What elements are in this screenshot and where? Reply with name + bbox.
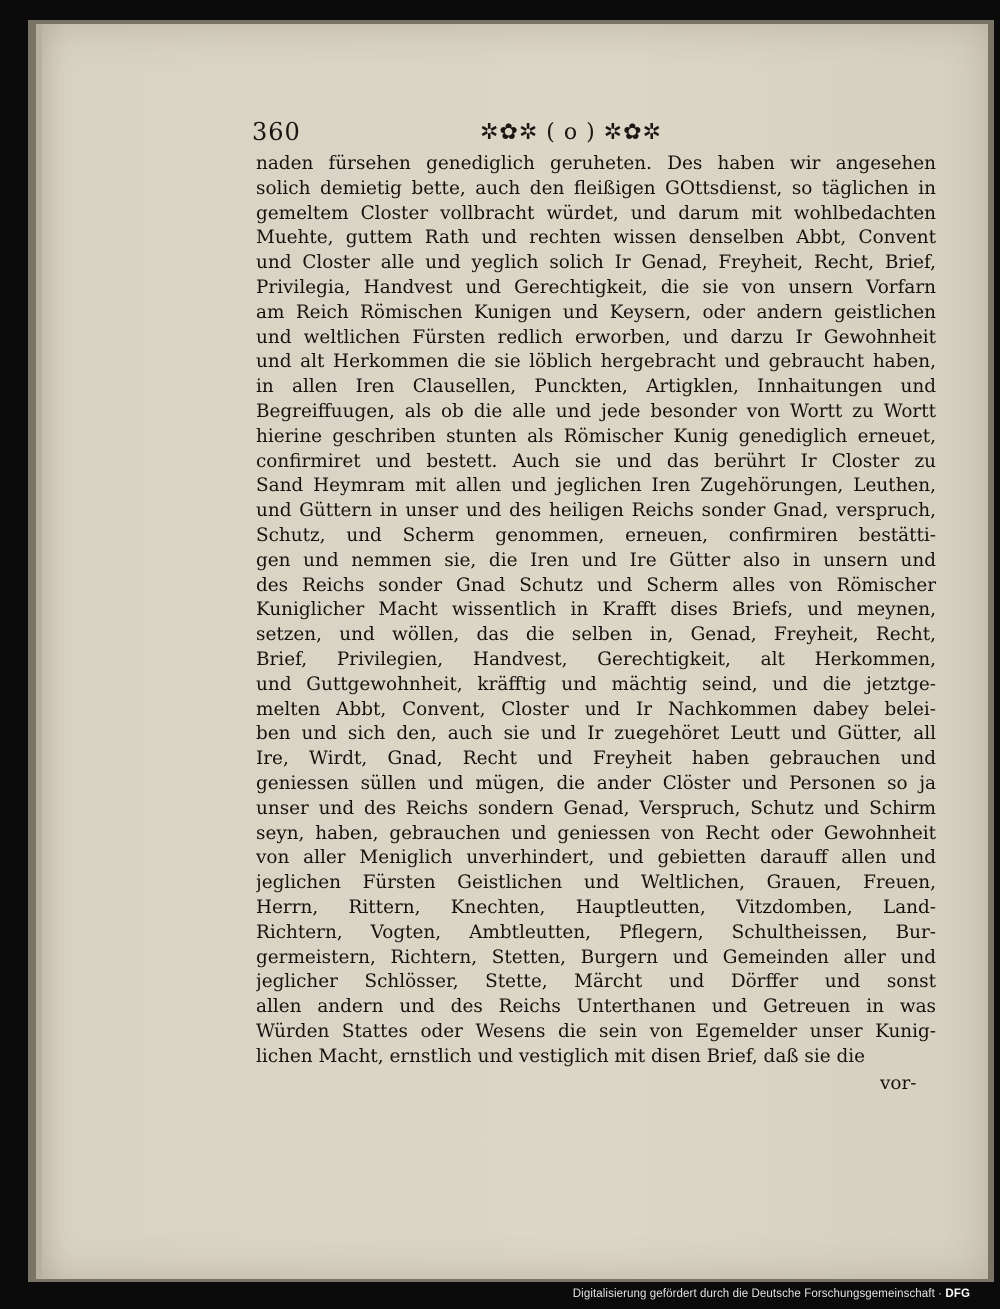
page-binding-edge — [36, 24, 42, 1279]
text-line: ben und sich den, auch sie und Ir zuegehöret Leutt und Gütter, all — [256, 723, 936, 745]
text-line: Schutz, und Scherm genommen, erneuen, confirmiren bestätti- — [256, 524, 936, 546]
text-line: lichen Macht, ernstlich und vestiglich mit disen Brief, daß sie die — [256, 1045, 866, 1067]
text-line: jeglicher Schlösser, Stette, Märcht und Dörffer und sonst — [256, 971, 936, 993]
text-line: Privilegia, Handvest und Gerechtigkeit, die sie von unsern Vorfarn — [256, 276, 936, 298]
text-line: allen andern und des Reichs Unterthanen und Getreuen in was — [256, 996, 936, 1018]
text-line: germeistern, Richtern, Stetten, Burgern und Gemeinden aller und — [256, 946, 936, 968]
text-line: hierine geschriben stunten als Römischer Kunig genediglich erneuet, — [256, 425, 936, 447]
text-line: und Güttern in unser und des heiligen Reichs sonder Gnad, verspruch, — [256, 500, 936, 522]
text-line: Kuniglicher Macht wissentlich in Krafft dises Briefs, und meynen, — [256, 599, 936, 621]
text-line: setzen, und wöllen, das die selben in, Genad, Freyheit, Recht, — [256, 624, 936, 646]
text-line: unser und des Reichs sondern Genad, Verspruch, Schutz und Schirm — [256, 797, 936, 819]
credit-text: Digitalisierung gefördert durch die Deutsche Forschungsgemeinschaft · — [572, 1288, 943, 1300]
text-line: Muehte, guttem Rath und rechten wissen denselben Abbt, Convent — [256, 227, 936, 249]
text-line: naden fürsehen genediglich geruheten. Des haben wir angesehen — [256, 153, 936, 174]
text-line: von aller Meniglich unverhindert, und gebietten darauff allen und — [256, 847, 936, 869]
text-line: am Reich Römischen Kunigen und Keysern, oder andern geistlichen — [256, 301, 936, 323]
text-line: Sand Heymram mit allen und jeglichen Iren Zugehörungen, Leuthen, — [256, 475, 936, 497]
text-line: Brief, Privilegien, Handvest, Gerechtigkeit, alt Herkommen, — [256, 648, 936, 670]
body-text — [256, 152, 936, 1069]
digitization-credit — [573, 1288, 970, 1300]
page-header — [252, 118, 932, 150]
text-line: melten Abbt, Convent, Closter und Ir Nachkommen dabey belei- — [256, 698, 936, 720]
page-number: 360 — [252, 118, 301, 146]
text-line: Würden Stattes oder Wesens die sein von Egemelder unser Kunig- — [256, 1020, 936, 1042]
text-line: Herrn, Rittern, Knechten, Hauptleutten, Vitzdomben, Land- — [256, 896, 936, 918]
text-line: gen und nemmen sie, die Iren und Ire Gütter also in unsern und — [256, 549, 936, 571]
text-line: Richtern, Vogten, Ambtleutten, Pflegern, Schultheissen, Bur- — [256, 921, 936, 943]
text-line: geniessen süllen und mügen, die ander Clöster und Personen so ja — [256, 772, 936, 794]
header-ornament: ✲✿✲ ( o ) ✲✿✲ — [480, 120, 662, 145]
text-line: solich demietig bette, auch den fleißigen GOttsdienst, so täglichen in — [256, 177, 936, 199]
text-line: und Guttgewohnheit, kräfftig und mächtig seind, und die jetztge- — [256, 673, 936, 695]
text-line: in allen Iren Clausellen, Punckten, Artigklen, Innhaitungen und — [256, 376, 936, 398]
text-line: Begreiffuugen, als ob die alle und jede besonder von Wortt zu Wortt — [256, 400, 936, 422]
text-line: gemeltem Closter vollbracht würdet, und darum mit wohlbedachten — [256, 202, 936, 224]
text-line: confirmiret und bestett. Auch sie und das berührt Ir Closter zu — [256, 450, 936, 472]
text-line: des Reichs sonder Gnad Schutz und Scherm alles von Römischer — [256, 574, 936, 596]
text-line: seyn, haben, gebrauchen und geniessen von Recht oder Gewohnheit — [256, 822, 936, 844]
text-line: und alt Herkommen die sie löblich hergebracht und gebraucht haben, — [256, 351, 936, 373]
dfg-logo: DFG — [945, 1288, 970, 1300]
text-line: und weltlichen Fürsten redlich erworben, und darzu Ir Gewohnheit — [256, 326, 936, 348]
text-line: jeglichen Fürsten Geistlichen und Weltlichen, Grauen, Freuen, — [256, 872, 936, 894]
catchword: vor- — [880, 1073, 917, 1094]
text-line: und Closter alle und yeglich solich Ir Genad, Freyheit, Recht, Brief, — [256, 252, 936, 274]
text-line: Ire, Wirdt, Gnad, Recht und Freyheit haben gebrauchen und — [256, 748, 936, 770]
